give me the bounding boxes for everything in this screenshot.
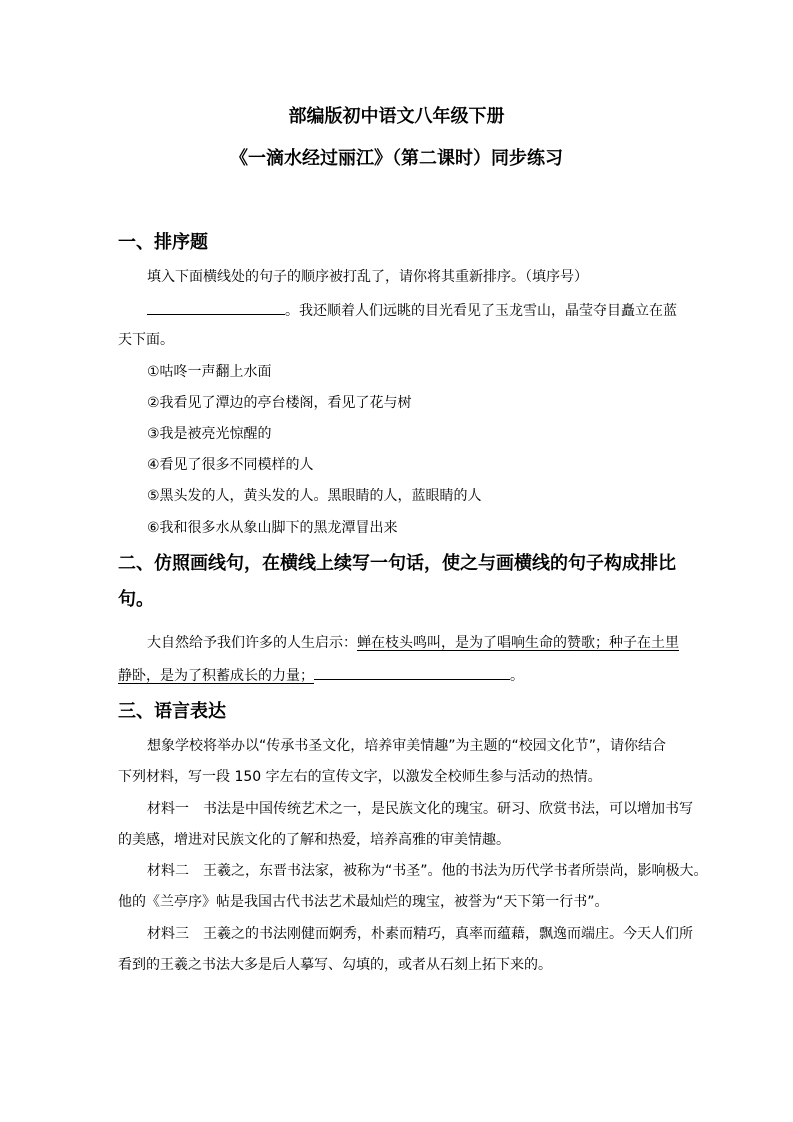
section1-sentence-text: 。我还顺着人们远眺的目光看见了玉龙雪山，晶莹夺目矗立在蓝 [285, 303, 677, 319]
section3-prompt-line2: 下列材料，写一段 150 字左右的宣传文字，以激发全校师生参与活动的热情。 [118, 769, 602, 785]
material3-line1: 材料三 王羲之的书法刚健而婀秀，朴素而精巧，真率而蕴藉，飘逸而端庄。今天人们所 [147, 926, 693, 942]
section3-heading: 三、语言表达 [118, 701, 226, 722]
material2-line1: 材料二 王羲之，东晋书法家，被称为“书圣”。他的书法为历代学书者所崇尚，影响极大。 [147, 863, 708, 879]
section1-sentence [147, 299, 677, 321]
document-title-line2: 《一滴水经过丽江》（第二课时）同步练习 [230, 148, 563, 169]
material3-line2: 看到的王羲之书法大多是后人摹写、勾填的，或者从石刻上拓下来的。 [118, 957, 552, 973]
material1-line2: 的美感，增进对民族文化的了解和热爱，培养高雅的审美情趣。 [118, 832, 510, 848]
section1-sentence-cont: 天下面。 [118, 332, 174, 348]
document-title-line1: 部编版初中语文八年级下册 [288, 106, 505, 127]
section2-line2 [118, 664, 524, 686]
underlined-sentence-part2: 静卧，是为了积蓄成长的力量； [118, 668, 314, 684]
section1-heading: 一、排序题 [118, 232, 208, 253]
option-item: ②我看见了潭边的亭台楼阁，看见了花与树 [147, 395, 412, 411]
material2-line2: 他的《兰亭序》帖是我国古代书法艺术最灿烂的瑰宝，被誉为“天下第一行书”。 [118, 894, 609, 910]
section1-instruction: 填入下面横线处的句子的顺序被打乱了，请你将其重新排序。（填序号） [147, 269, 588, 285]
option-item: ③我是被亮光惊醒的 [147, 426, 272, 442]
answer-blank[interactable] [147, 299, 285, 315]
section2-line1 [147, 633, 679, 653]
option-item: ④看见了很多不同模样的人 [147, 457, 314, 473]
option-item: ⑥我和很多水从象山脚下的黑龙潭冒出来 [147, 520, 398, 536]
option-item: ⑤黑头发的人，黄头发的人。黑眼睛的人，蓝眼睛的人 [147, 488, 482, 504]
underlined-sentence-part1: 蝉在枝头鸣叫，是为了唱响生命的赞歌；种子在土里 [357, 635, 679, 651]
section2-heading: 二、仿照画线句，在横线上续写一句话，使之与画横线的句子构成排比句。 [118, 553, 676, 610]
answer-blank[interactable] [314, 664, 510, 680]
material1-line1: 材料一 书法是中国传统艺术之一，是民族文化的瑰宝。研习、欣赏书法，可以增加书写 [147, 801, 693, 817]
option-item: ①咕咚一声翻上水面 [147, 364, 272, 380]
section2-prefix: 大自然给予我们许多的人生启示： [147, 635, 357, 651]
section2-end: 。 [510, 668, 524, 684]
section3-prompt-line1: 想象学校将举办以“传承书圣文化，培养审美情趣”为主题的“校园文化节”，请你结合 [147, 738, 667, 754]
